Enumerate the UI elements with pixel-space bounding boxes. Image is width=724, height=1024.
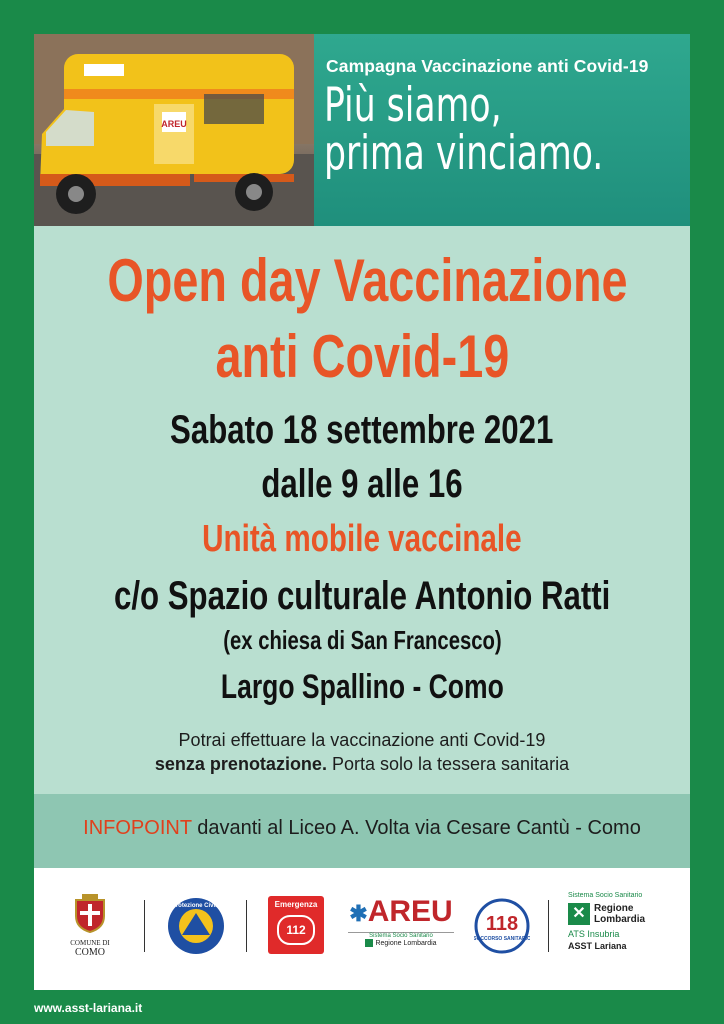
venue-name: c/o Spazio culturale Antonio Ratti: [113, 574, 611, 618]
emergenza-number: 112: [277, 915, 315, 945]
ats-name: ATS Insubria: [568, 929, 620, 939]
ats-asst-logo: [568, 892, 684, 972]
comune-city: COMO: [74, 947, 105, 958]
ats-region-line-1: Regione: [594, 903, 634, 914]
comune-label: COMUNE DI: [70, 939, 110, 947]
event-time: dalle 9 alle 16: [261, 462, 463, 506]
infopoint-label: INFOPOINT: [83, 817, 192, 839]
headline-line-2: anti Covid-19: [215, 323, 509, 390]
protezione-civile-text: Protezione Civile: [171, 903, 221, 909]
slogan-line-1: Più siamo,: [324, 78, 502, 133]
mobile-unit-label: Unità mobile vaccinale: [202, 518, 522, 560]
region-cross-icon: ✕: [568, 903, 590, 925]
areu-name: AREU: [367, 895, 453, 928]
headline-line-1: Open day Vaccinazione: [107, 247, 628, 314]
info-bring-card: Porta solo la tessera sanitaria: [326, 754, 570, 774]
asst-name: ASST Lariana: [568, 941, 627, 951]
poster: [34, 34, 690, 990]
comune-como-logo: [62, 894, 118, 964]
van-illustration: [34, 34, 314, 226]
venue-address: Largo Spallino - Como: [220, 668, 504, 706]
areu-system-label: Sistema Socio Sanitario: [369, 933, 433, 939]
emergenza-112-logo: [268, 896, 324, 954]
info-line-1: Potrai effettuare la vaccinazione anti Covid-19: [178, 730, 546, 750]
event-date: Sabato 18 settembre 2021: [170, 408, 554, 452]
slogan: [324, 78, 604, 181]
slogan-line-2: prima vinciamo.: [324, 126, 604, 181]
areu-logo: [340, 896, 462, 962]
protezione-civile-icon: [166, 896, 226, 956]
soccorso-118-logo: [474, 898, 530, 954]
ats-region-line-2: Lombardia: [594, 914, 646, 925]
mobile-unit-photo: [34, 34, 314, 226]
star-of-life-icon: ✱: [349, 901, 368, 926]
header: [34, 34, 690, 226]
region-cross-icon: [365, 939, 373, 947]
venue-note: (ex chiesa di San Francesco): [222, 625, 502, 655]
coat-of-arms-icon: [72, 894, 108, 934]
campaign-banner: [314, 34, 690, 226]
partner-logos: [34, 868, 690, 990]
protezione-civile-logo: [166, 896, 226, 956]
logo-divider: [548, 900, 549, 952]
emergenza-label: Emergenza: [274, 900, 318, 909]
infopoint-text: [34, 817, 690, 840]
logo-divider: [246, 900, 247, 952]
logo-divider: [144, 900, 145, 952]
info-no-booking: senza prenotazione.: [154, 754, 327, 774]
van-areu-text: AREU: [161, 119, 187, 129]
soccorso-118-icon: [474, 898, 530, 954]
infopoint-location: davanti al Liceo A. Volta via Cesare Cantù - Como: [191, 817, 641, 839]
infopoint-band: [34, 794, 690, 868]
ats-system-label: Sistema Socio Sanitario: [568, 892, 643, 899]
soccorso-number: 118: [485, 913, 519, 935]
soccorso-label: SOCCORSO SANITARIO: [474, 936, 530, 942]
areu-region-label: Regione Lombardia: [340, 939, 462, 947]
website-link[interactable]: www.asst-lariana.it: [34, 1001, 143, 1015]
info-line-2: [34, 752, 690, 776]
campaign-title: Campagna Vaccinazione anti Covid-19: [326, 56, 649, 76]
